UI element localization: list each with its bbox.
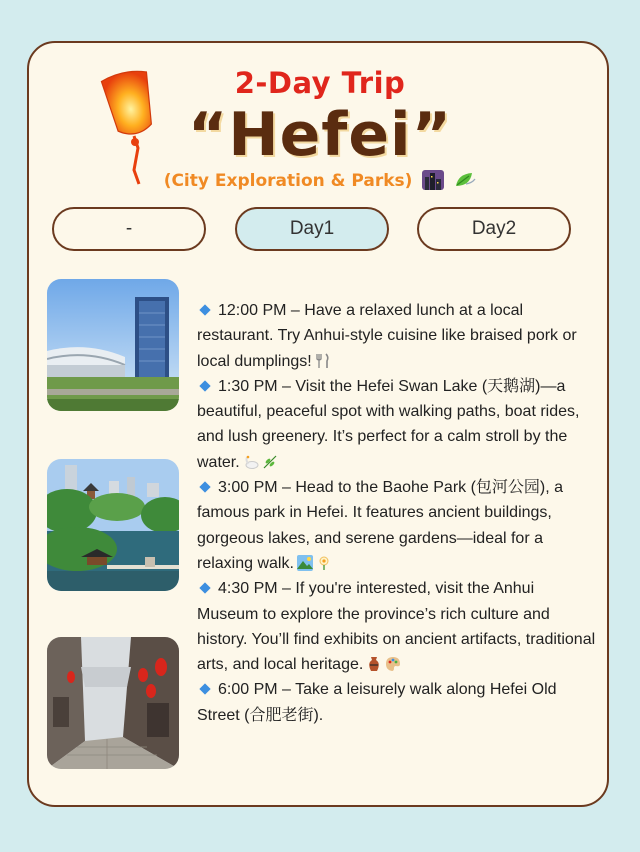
list-item (197, 576, 597, 677)
city-skyline-photo (47, 279, 179, 411)
tab-prev[interactable] (52, 207, 206, 251)
item-text: 6:00 PM – Take a leisurely walk along Hefei Old Street (合肥老街). (197, 681, 557, 724)
park-lake-photo (47, 459, 179, 591)
cityscape-icon (422, 170, 444, 190)
flower-icon (316, 555, 332, 571)
tab-day2[interactable] (417, 207, 571, 251)
herb-icon (262, 454, 278, 470)
diamond-bullet-icon (199, 481, 210, 492)
leaf-wind-icon (454, 170, 476, 190)
list-item (197, 475, 597, 576)
old-street-photo (47, 637, 179, 769)
vase-icon (366, 656, 382, 672)
fork-knife-icon (315, 353, 331, 369)
item-text: 1:30 PM – Visit the Hefei Swan Lake (天鹅湖)—a beautiful, peaceful spot with walking paths, boat rides, and lush greenery. It’s perfect for a calm stroll by the water. (197, 377, 580, 471)
palette-icon (385, 656, 401, 672)
tab-label: - (125, 218, 133, 239)
list-item (197, 298, 597, 374)
tab-day1[interactable] (235, 207, 389, 251)
swan-icon (243, 454, 259, 470)
tab-label: Day2 (471, 218, 517, 239)
trip-subtitle: 2-Day Trip (234, 66, 406, 100)
tagline (0, 170, 640, 191)
tab-label: Day1 (289, 218, 335, 239)
tagline-text: (City Exploration & Parks) (163, 171, 413, 191)
landscape-icon (297, 555, 313, 571)
item-text: 4:30 PM – If you're interested, visit the Anhui Museum to explore the province’s rich culture and history. You’ll find exhibits on ancient artifacts, traditional arts, and local heritage. (197, 580, 596, 674)
diamond-bullet-icon (199, 380, 210, 391)
item-text: 12:00 PM – Have a relaxed lunch at a local restaurant. Try Anhui-style cuisine like braised pork or local dumplings! (197, 302, 577, 370)
list-item (197, 677, 597, 728)
diamond-bullet-icon (199, 582, 210, 593)
item-text: 3:00 PM – Head to the Baohe Park (包河公园), a famous park in Hefei. It features ancient buildings, gorgeous lakes, and serene gardens—ideal for a relaxing walk. (197, 479, 564, 572)
page-title: “Hefei” (187, 100, 453, 170)
diamond-bullet-icon (199, 304, 210, 315)
itinerary-list (197, 298, 597, 728)
diamond-bullet-icon (199, 684, 210, 695)
list-item (197, 374, 597, 475)
